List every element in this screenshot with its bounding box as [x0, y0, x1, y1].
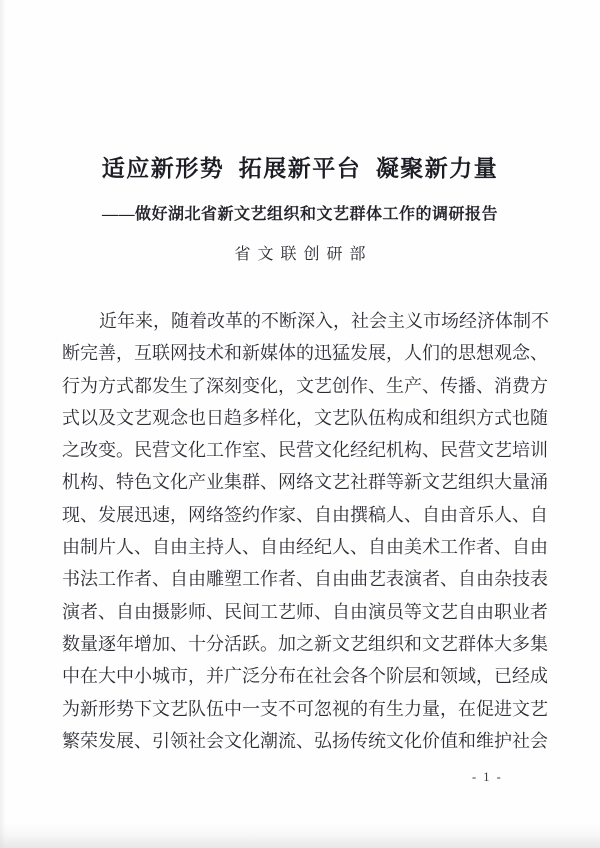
body-line: 式以及文艺观念也日趋多样化，文艺队伍构成和组织方式也随	[62, 407, 548, 428]
body-line: 数量逐年增加、十分活跃。加之新文艺组织和文艺群体大多集	[62, 633, 548, 654]
body-line: 由制片人、自由主持人、自由经纪人、自由美术工作者、自由	[62, 537, 548, 558]
page-subtitle: ——做好湖北省新文艺组织和文艺群体工作的调研报告	[101, 206, 498, 223]
body-line: 近年来，随着改革的不断深入，社会主义市场经济体制不	[99, 311, 549, 331]
body-paragraph	[62, 305, 549, 757]
page-title: 适应新形势 拓展新平台 凝聚新力量	[101, 156, 499, 181]
body-line: 行为方式都发生了深刻变化，文艺创作、生产、传播、消费方	[62, 375, 548, 396]
body-line: 现、发展迅速，网络签约作家、自由撰稿人、自由音乐人、自	[62, 504, 548, 525]
body-line: 繁荣发展、引领社会文化潮流、弘扬传统文化价值和维护社会	[62, 730, 548, 751]
scan-shadow-left	[0, 0, 6, 848]
body-line: 机构、特色文化产业集群、网络文艺社群等新文艺组织大量涌	[62, 472, 548, 493]
scan-shadow-bottom	[0, 822, 600, 848]
body-line: 书法工作者、自由雕塑工作者、自由曲艺表演者、自由杂技表	[62, 569, 548, 590]
body-line: 中在大中小城市，并广泛分布在社会各个阶层和领域，已经成	[62, 666, 548, 687]
body-line: 演者、自由摄影师、民间工艺师、自由演员等文艺自由职业者	[62, 601, 548, 622]
body-line: 断完善，互联网技术和新媒体的迅猛发展，人们的思想观念、	[62, 343, 548, 364]
body-line: 为新形势下文艺队伍中一支不可忽视的有生力量，在促进文艺	[62, 698, 548, 719]
body-line: 之改变。民营文化工作室、民营文化经纪机构、民营文艺培训	[62, 440, 548, 461]
author-line: 省文联创研部	[234, 246, 373, 263]
page-number: - 1 -	[472, 770, 503, 784]
